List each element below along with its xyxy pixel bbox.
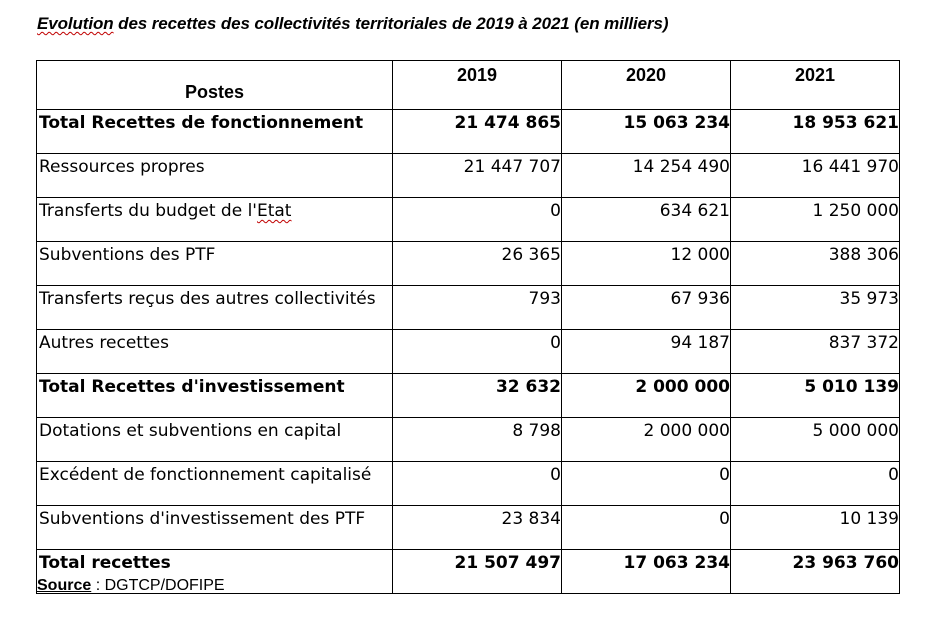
table-row (37, 198, 900, 242)
header-2019: 2019 (393, 61, 562, 110)
cell-2021: 5 010 139 (731, 374, 900, 418)
cell-2020: 67 936 (562, 286, 731, 330)
table-row (37, 286, 900, 330)
cell-2020: 0 (562, 506, 731, 550)
cell-2019: 793 (393, 286, 562, 330)
cell-2019: 0 (393, 462, 562, 506)
title-misspelled-word: Evolution (37, 14, 114, 33)
row-label-misspelled-word: Etat (256, 201, 292, 221)
cell-2021: 18 953 621 (731, 110, 900, 154)
document-title (37, 14, 668, 34)
table-header-row (37, 61, 900, 110)
row-label: Total Recettes de fonctionnement (37, 110, 393, 154)
table-row (37, 330, 900, 374)
row-label (37, 198, 393, 242)
source-label: Source (37, 577, 92, 594)
header-2020: 2020 (562, 61, 731, 110)
row-label: Autres recettes (37, 330, 393, 374)
cell-2021: 1 250 000 (731, 198, 900, 242)
table-row-total-fonctionnement (37, 110, 900, 154)
cell-2021: 10 139 (731, 506, 900, 550)
cell-2020: 12 000 (562, 242, 731, 286)
row-label: Subventions des PTF (37, 242, 393, 286)
row-label: Ressources propres (37, 154, 393, 198)
cell-2019: 8 798 (393, 418, 562, 462)
row-label: Excédent de fonctionnement capitalisé (37, 462, 393, 506)
table-row (37, 242, 900, 286)
cell-2019: 26 365 (393, 242, 562, 286)
cell-2020: 14 254 490 (562, 154, 731, 198)
cell-2019: 21 507 497 (393, 550, 562, 594)
cell-2019: 23 834 (393, 506, 562, 550)
cell-2020: 0 (562, 462, 731, 506)
cell-2020: 15 063 234 (562, 110, 731, 154)
cell-2019: 0 (393, 330, 562, 374)
cell-2019: 0 (393, 198, 562, 242)
cell-2019: 21 474 865 (393, 110, 562, 154)
revenue-table (36, 60, 900, 594)
table-row (37, 462, 900, 506)
cell-2021: 837 372 (731, 330, 900, 374)
cell-2020: 94 187 (562, 330, 731, 374)
cell-2021: 16 441 970 (731, 154, 900, 198)
header-postes: Postes (37, 61, 393, 110)
cell-2019: 32 632 (393, 374, 562, 418)
row-label: Transferts reçus des autres collectivités (37, 286, 393, 330)
row-label-prefix: Transferts du budget de l' (39, 201, 257, 221)
cell-2021: 35 973 (731, 286, 900, 330)
cell-2021: 0 (731, 462, 900, 506)
row-label: Subventions d'investissement des PTF (37, 506, 393, 550)
cell-2021: 5 000 000 (731, 418, 900, 462)
cell-2020: 2 000 000 (562, 418, 731, 462)
cell-2020: 17 063 234 (562, 550, 731, 594)
row-label: Total recettes (37, 550, 393, 594)
table-row (37, 154, 900, 198)
header-2021: 2021 (731, 61, 900, 110)
row-label: Dotations et subventions en capital (37, 418, 393, 462)
source-text: : DGTCP/DOFIPE (91, 577, 225, 594)
title-rest: des recettes des collectivités territoriales de 2019 à 2021 (en milliers) (113, 14, 669, 33)
cell-2020: 2 000 000 (562, 374, 731, 418)
cell-2021: 23 963 760 (731, 550, 900, 594)
cell-2021: 388 306 (731, 242, 900, 286)
table-row (37, 506, 900, 550)
cell-2019: 21 447 707 (393, 154, 562, 198)
cell-2020: 634 621 (562, 198, 731, 242)
table-row (37, 418, 900, 462)
row-label: Total Recettes d'investissement (37, 374, 393, 418)
table-row-total-investissement (37, 374, 900, 418)
source-note (37, 577, 225, 595)
